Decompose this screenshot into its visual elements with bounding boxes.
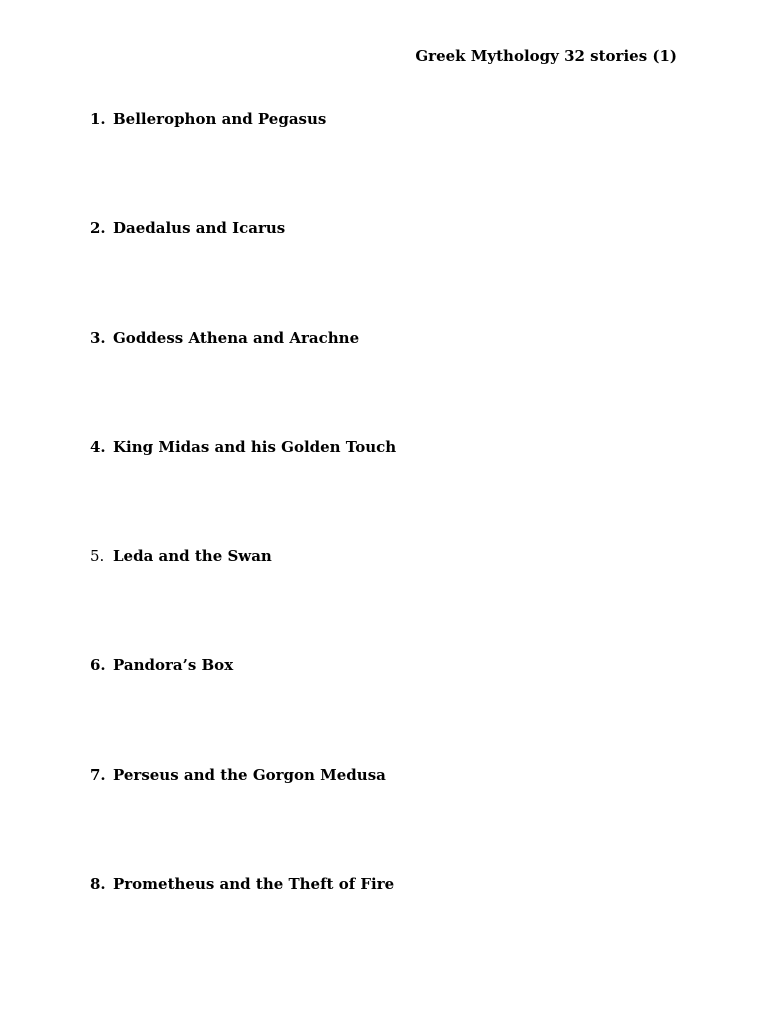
list-item-title: Perseus and the Gorgon Medusa xyxy=(113,765,386,784)
list-item-title: Prometheus and the Theft of Fire xyxy=(113,875,395,894)
list-item-number: 5. xyxy=(90,547,105,566)
list-item-number: 7. xyxy=(90,765,106,784)
list-item-number: 4. xyxy=(90,437,106,456)
list-item-title: King Midas and his Golden Touch xyxy=(113,437,397,456)
list-item xyxy=(90,109,396,218)
list-item xyxy=(90,874,396,983)
list-item xyxy=(90,328,396,437)
list-item xyxy=(90,218,396,327)
list-item-title: Pandora’s Box xyxy=(113,656,234,675)
page-title: Greek Mythology 32 stories (1) xyxy=(415,47,677,65)
list-item-number: 8. xyxy=(90,875,106,894)
story-list xyxy=(90,109,396,983)
list-item-number: 6. xyxy=(90,656,106,675)
list-item-title: Bellerophon and Pegasus xyxy=(113,110,327,128)
list-item xyxy=(90,546,396,655)
list-item-number: 2. xyxy=(90,219,106,238)
list-item-title: Goddess Athena and Arachne xyxy=(113,328,360,347)
list-item xyxy=(90,655,396,764)
list-item-title: Daedalus and Icarus xyxy=(113,219,286,238)
list-item-title: Leda and the Swan xyxy=(113,547,272,566)
list-item xyxy=(90,765,396,874)
list-item xyxy=(90,437,396,546)
list-item-number: 1. xyxy=(90,110,106,128)
list-item-number: 3. xyxy=(90,328,106,347)
